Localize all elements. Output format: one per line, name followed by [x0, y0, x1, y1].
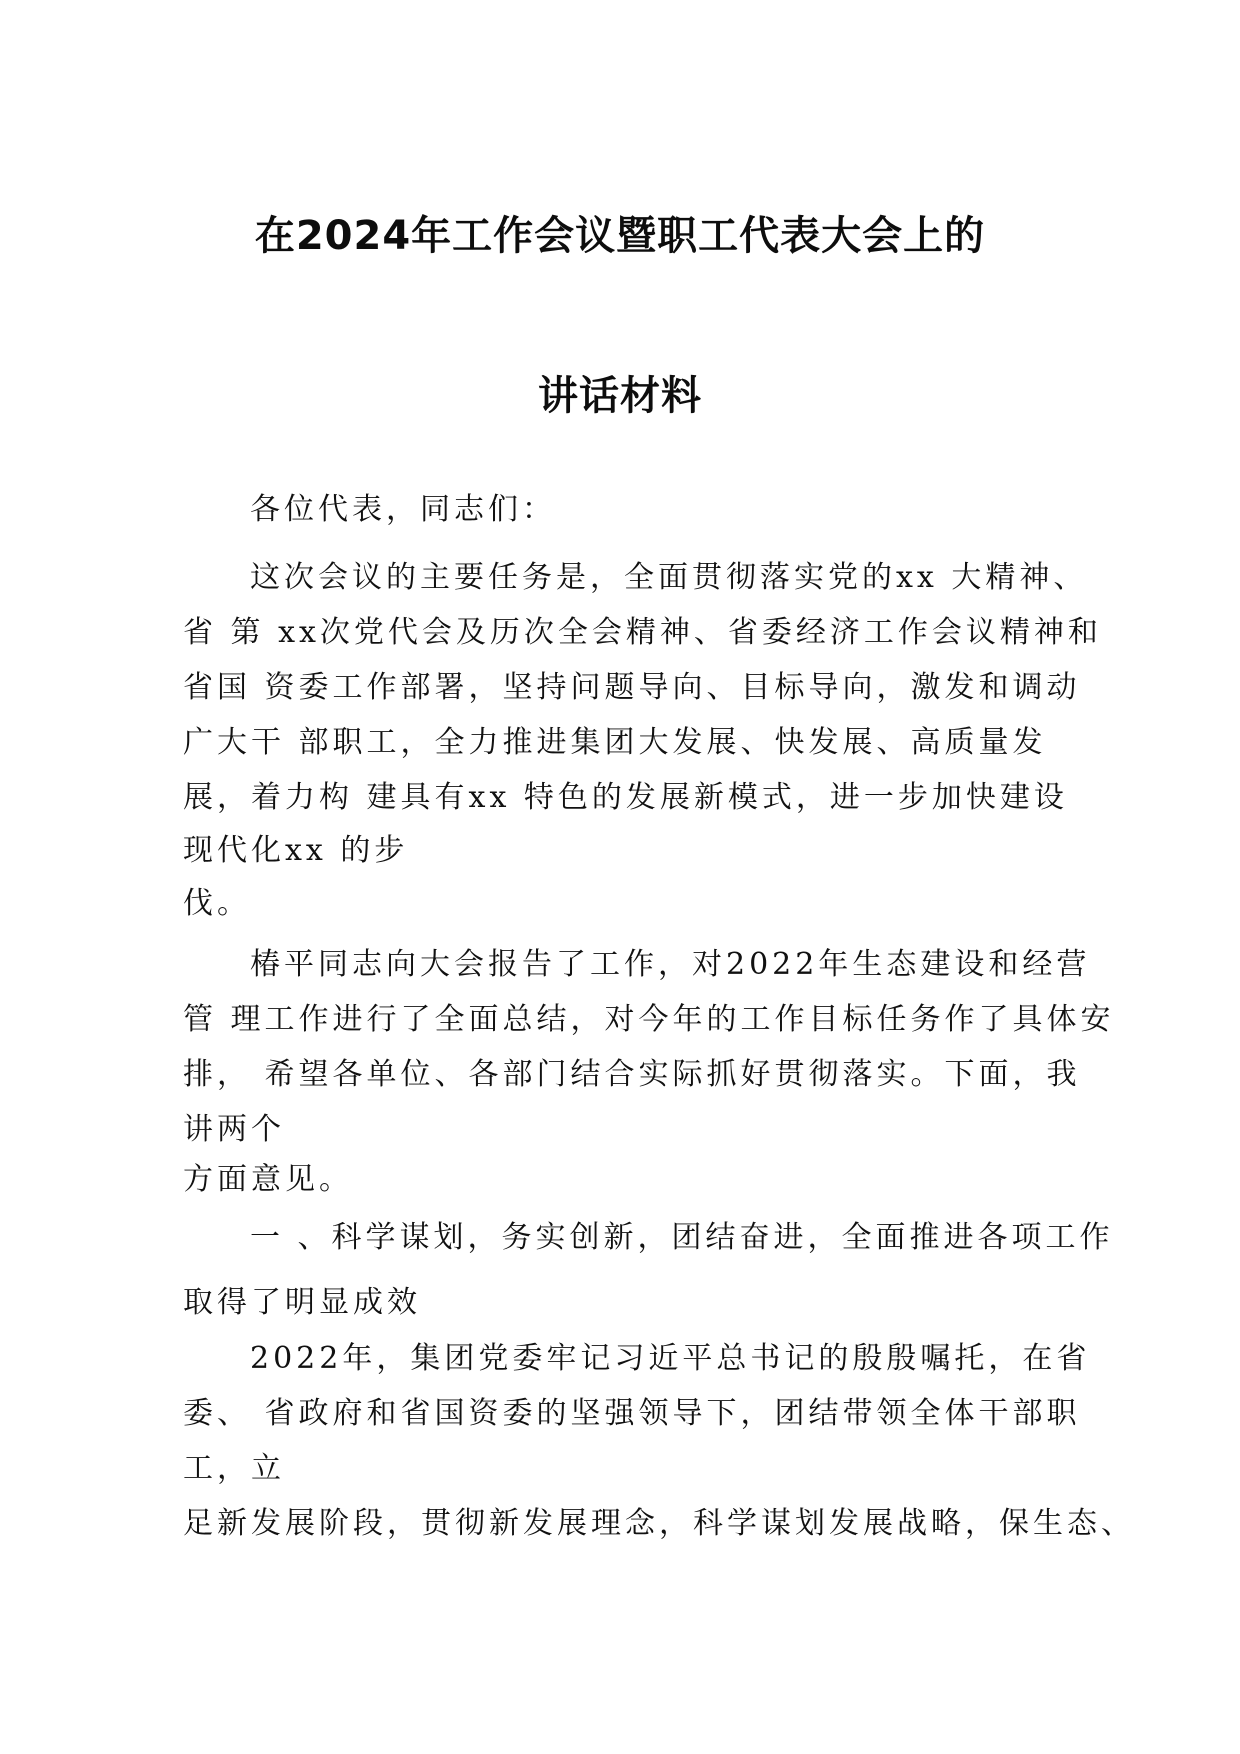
body-line: 这次会议的主要任务是，全面贯彻落实党的xx 大精神、 — [250, 560, 1088, 595]
salutation: 各位代表，同志们： — [250, 492, 556, 527]
body-line: 现代化xx 的步 — [183, 833, 409, 868]
document-title-line-1: 在2024年工作会议暨职工代表大会上的 — [254, 213, 986, 259]
body-line: 椿平同志向大会报告了工作，对2022年生态建设和经营 — [250, 947, 1091, 982]
body-line: 展，着力构 建具有xx 特色的发展新模式，进一步加快建设 — [183, 780, 1068, 815]
section-heading-continued: 取得了明显成效 — [183, 1285, 421, 1320]
body-line: 委、 省政府和省国资委的坚强领导下，团结带领全体干部职 — [183, 1396, 1081, 1431]
body-line: 方面意见。 — [183, 1162, 353, 1197]
body-line: 伐。 — [183, 886, 251, 921]
body-line: 省国 资委工作部署，坚持问题导向、目标导向，激发和调动 — [183, 670, 1081, 705]
document-title-line-2: 讲话材料 — [538, 373, 702, 419]
body-line: 足新发展阶段，贯彻新发展理念，科学谋划发展战略，保生态、 — [183, 1506, 1135, 1541]
body-line: 讲两个 — [183, 1112, 285, 1147]
body-line: 广大干 部职工，全力推进集团大发展、快发展、高质量发 — [183, 725, 1047, 760]
body-line: 工，立 — [183, 1451, 285, 1486]
body-line: 排， 希望各单位、各部门结合实际抓好贯彻落实。下面，我 — [183, 1057, 1081, 1092]
section-heading: 一 、科学谋划，务实创新，团结奋进，全面推进各项工作 — [250, 1220, 1114, 1255]
body-line: 省 第 xx次党代会及历次全会精神、省委经济工作会议精神和 — [183, 615, 1102, 650]
body-line: 管 理工作进行了全面总结，对今年的工作目标任务作了具体安 — [183, 1002, 1115, 1037]
body-line: 2022年，集团党委牢记习近平总书记的殷殷嘱托，在省 — [250, 1341, 1091, 1376]
